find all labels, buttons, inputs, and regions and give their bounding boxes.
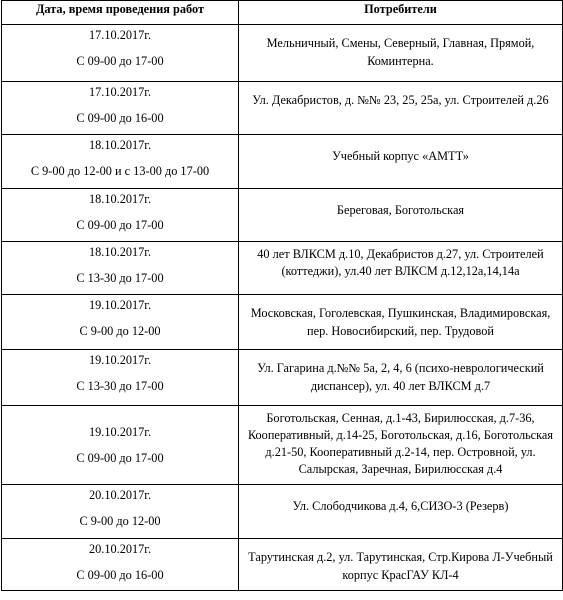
time-text: С 13-30 до 17-00: [76, 271, 164, 285]
table-row: [2, 539, 563, 591]
header-consumers: Потребители: [239, 1, 563, 25]
date-time-cell: [2, 242, 239, 295]
consumers-text: Боготольская, Сенная, д.1-43, Бирилюсская, д.7-36, Кооперативный, д.14-25, Боготольская, д.16, Боготольская д.21-50, Кооперативный д.2-14, пер. Островной, ул. Салырская, Заречная, Бирилюсская д.4: [247, 411, 554, 476]
table-row: [2, 25, 563, 82]
date-text: 19.10.2017г.: [88, 298, 152, 312]
date-text: 17.10.2017г.: [88, 28, 152, 42]
consumers-cell: [239, 242, 563, 295]
consumers-text: Береговая, Боготольская: [336, 203, 465, 217]
date-text: 20.10.2017г.: [88, 542, 152, 556]
date-time-cell: [2, 406, 239, 485]
time-text: С 9-00 до 12-00: [79, 514, 161, 528]
table-row: [2, 135, 563, 189]
table-row: [2, 242, 563, 295]
table-row: [2, 295, 563, 350]
consumers-cell: [239, 135, 563, 189]
consumers-cell: [239, 82, 563, 135]
consumers-text: Ул. Слободчикова д.4, 6,СИЗО-3 (Резерв): [292, 499, 509, 513]
table-row: [2, 82, 563, 135]
date-time-cell: [2, 295, 239, 350]
table-row: [2, 189, 563, 242]
time-text: С 9-00 до 12-00: [79, 324, 161, 338]
date-text: 19.10.2017г.: [88, 353, 152, 367]
date-time-cell: [2, 82, 239, 135]
date-text: 18.10.2017г.: [88, 138, 152, 152]
consumers-cell: [239, 406, 563, 485]
time-text: С 09-00 до 17-00: [76, 54, 164, 68]
consumers-text: Московская, Гоголевская, Пушкинская, Владимировская, пер. Новосибирский, пер. Трудовой: [250, 306, 551, 338]
table-row: [2, 485, 563, 539]
consumers-text: Ул. Гагарина д.№№ 5а, 2, 4, 6 (психо-неврологический диспансер), ул. 40 лет ВЛКСМ д.7: [257, 361, 544, 393]
consumers-cell: [239, 25, 563, 82]
consumers-cell: [239, 350, 563, 406]
time-text: С 13-30 до 17-00: [76, 379, 164, 393]
date-time-cell: [2, 25, 239, 82]
date-time-cell: [2, 485, 239, 539]
date-text: 18.10.2017г.: [88, 192, 152, 206]
table-row: [2, 406, 563, 485]
date-text: 20.10.2017г.: [88, 488, 152, 502]
consumers-text: Мельничный, Смены, Северный, Главная, Прямой, Коминтерна.: [266, 36, 535, 68]
table-row: [2, 350, 563, 406]
date-time-cell: [2, 350, 239, 406]
consumers-cell: [239, 295, 563, 350]
outage-schedule-table: [1, 0, 563, 591]
date-time-cell: [2, 189, 239, 242]
time-text: С 09-00 до 17-00: [76, 218, 164, 232]
consumers-cell: [239, 539, 563, 591]
date-text: 19.10.2017г.: [88, 425, 152, 439]
time-text: С 9-00 до 12-00 и с 13-00 до 17-00: [30, 164, 210, 178]
date-text: 18.10.2017г.: [88, 245, 152, 259]
header-date-time: Дата, время проведения работ: [2, 1, 239, 25]
consumers-text: Учебный корпус «АМТТ»: [332, 149, 469, 163]
consumers-cell: [239, 189, 563, 242]
consumers-cell: [239, 485, 563, 539]
date-time-cell: [2, 539, 239, 591]
consumers-text: Тарутинская д.2, ул. Тарутинская, Стр.Кирова Л-Учебный корпус КрасГАУ КЛ-4: [248, 550, 553, 582]
time-text: С 09-00 до 16-00: [76, 568, 164, 582]
date-text: 17.10.2017г.: [88, 85, 152, 99]
consumers-text: Ул. Декабристов, д. №№ 23, 25, 25а, ул. Строителей д.26: [252, 93, 549, 107]
table-header-row: [2, 1, 563, 25]
date-time-cell: [2, 135, 239, 189]
time-text: С 09-00 до 16-00: [76, 111, 164, 125]
time-text: С 09-00 до 17-00: [76, 451, 164, 465]
consumers-text: 40 лет ВЛКСМ д.10, Декабристов д.27, ул. Строителей (коттеджи), ул.40 лет ВЛКСМ д.12,12а,14,14а: [257, 247, 544, 278]
